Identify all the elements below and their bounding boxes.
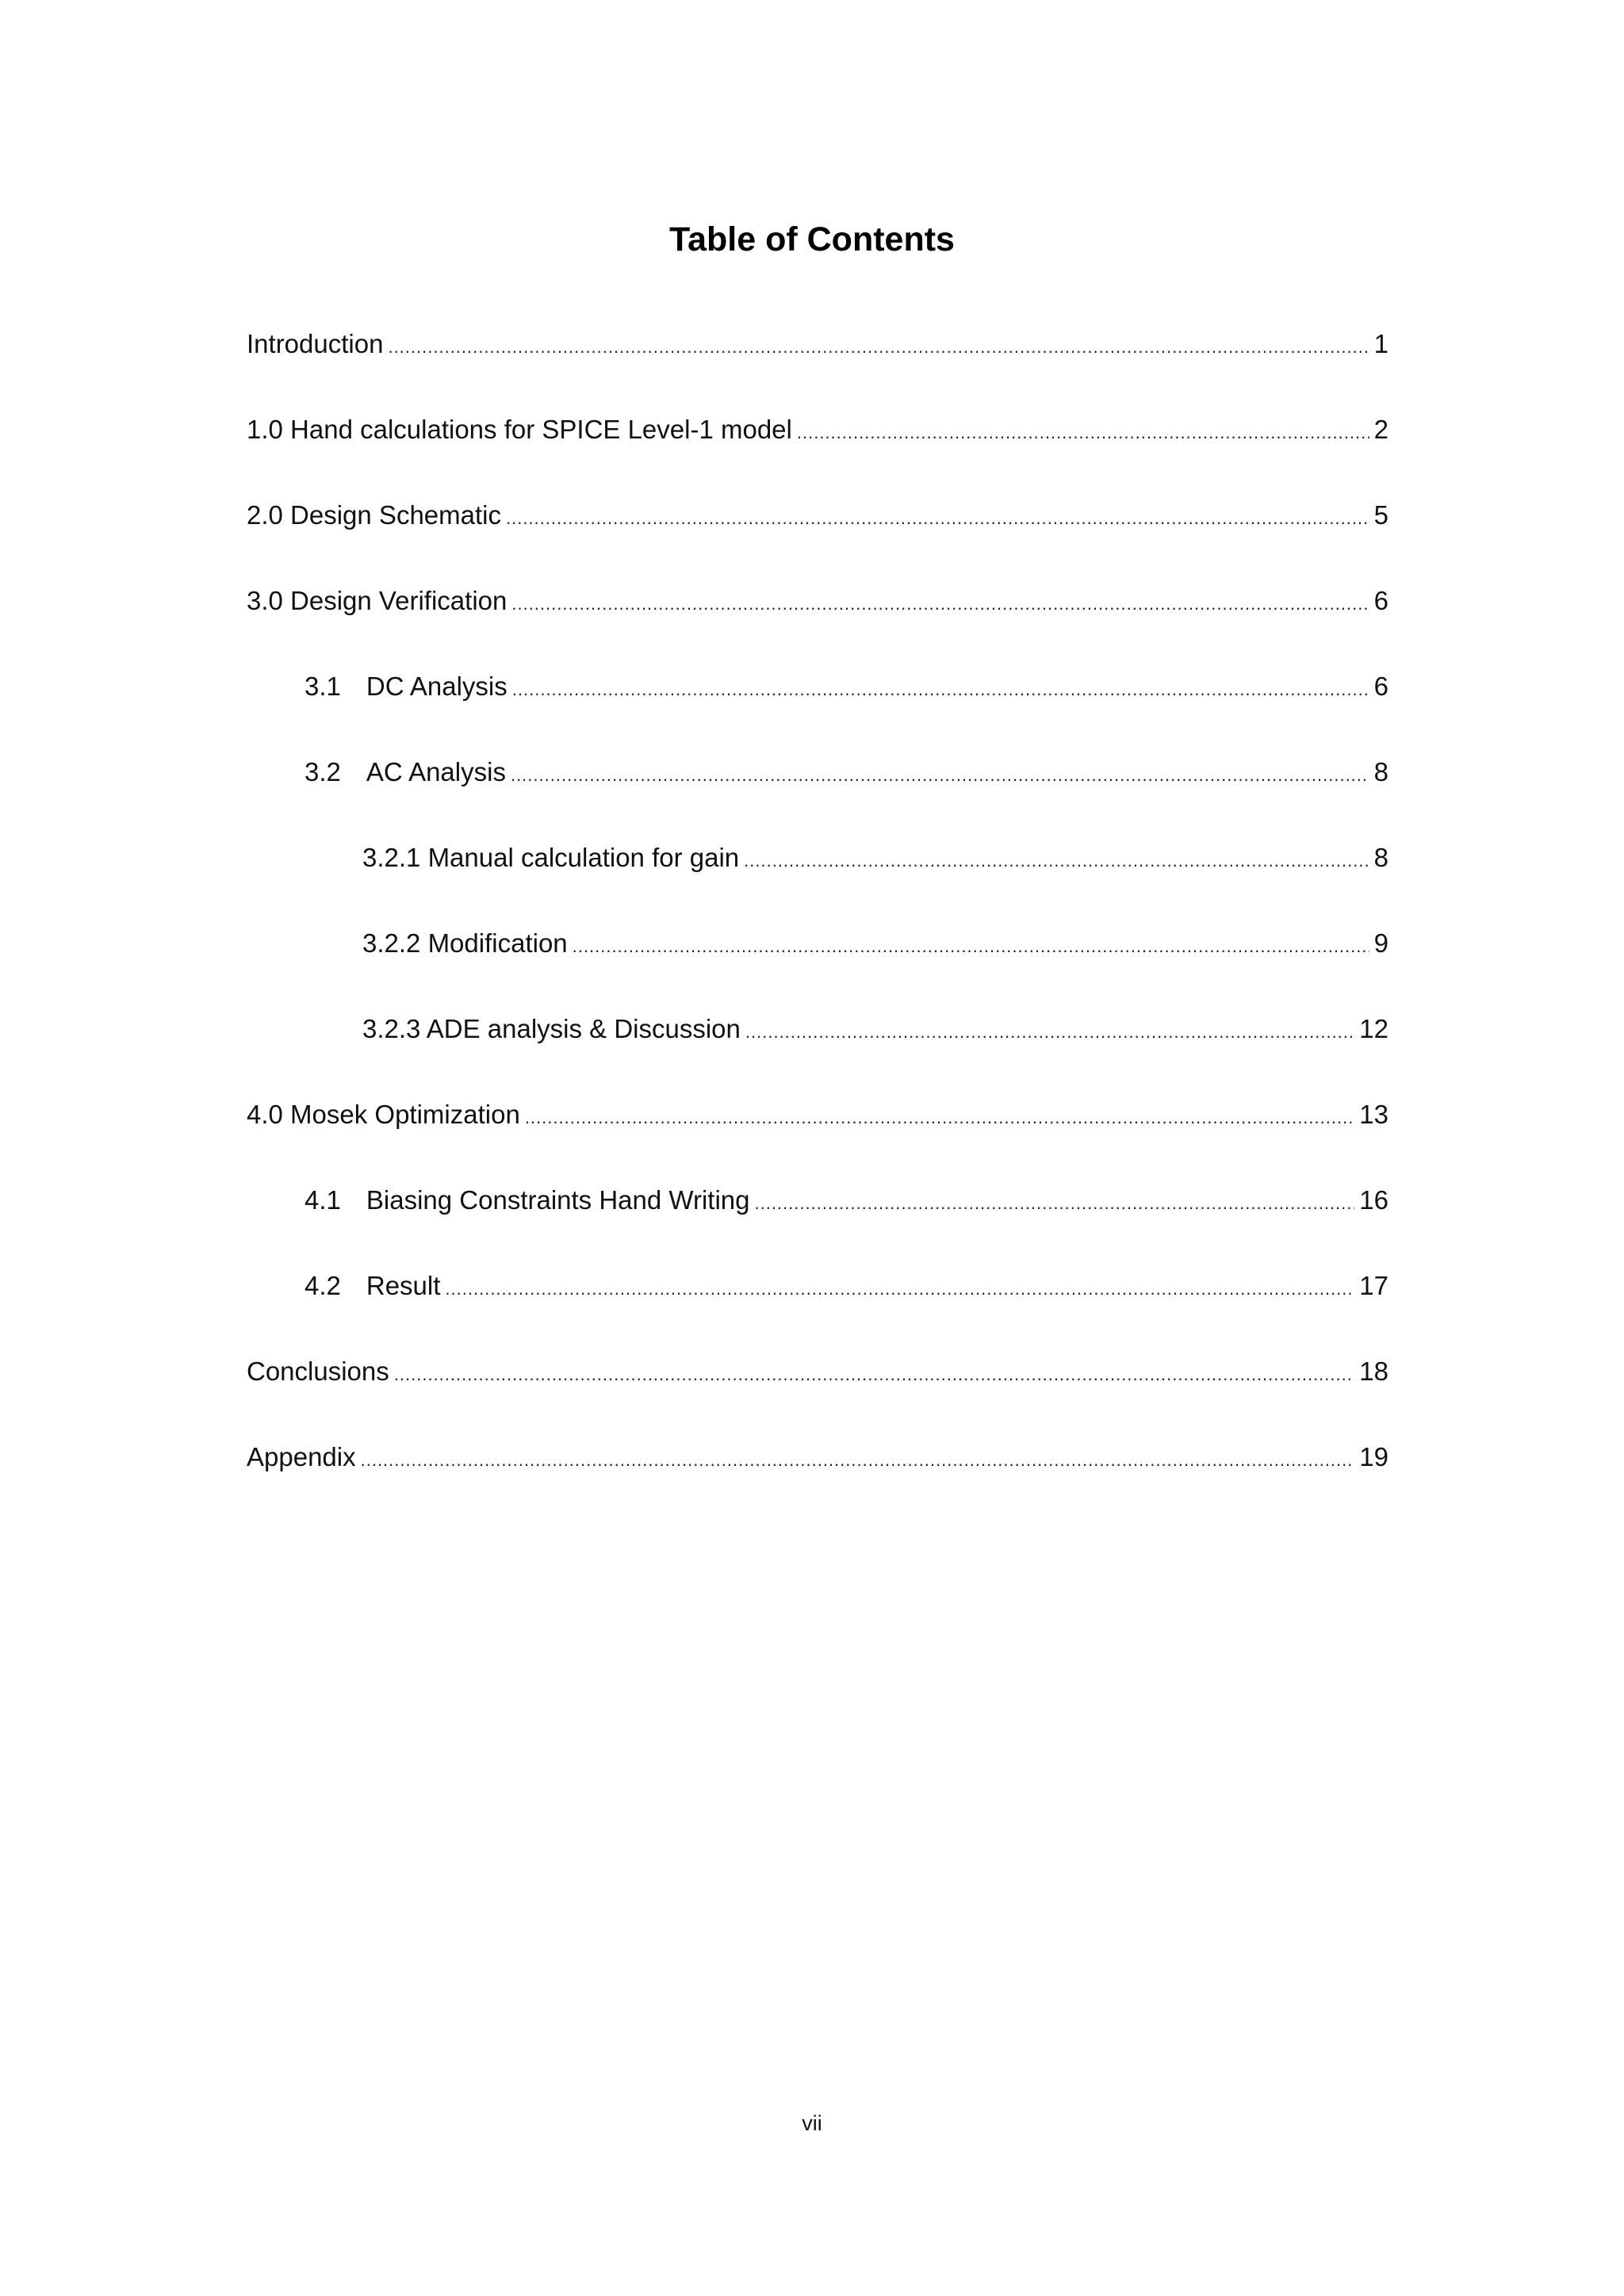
toc-entry[interactable]: [304, 1181, 1388, 1219]
toc-entry-number: 3.2: [304, 757, 341, 786]
toc-dot-leader: [506, 499, 1369, 538]
toc-dot-leader: [754, 1184, 1354, 1223]
toc-entry-page-number: 1: [1373, 329, 1388, 358]
toc-dot-leader: [388, 328, 1369, 366]
toc-entry-number: 4.2: [304, 1271, 341, 1300]
toc-entry-page-number: 6: [1373, 672, 1388, 701]
toc-entry-number: 3.1: [304, 672, 341, 701]
toc-dot-leader: [445, 1270, 1354, 1308]
toc-dot-leader: [525, 1099, 1354, 1137]
toc-entry-label: 4.0 Mosek Optimization: [247, 1100, 520, 1129]
toc-entry-label: AC Analysis: [366, 757, 506, 786]
toc-entry[interactable]: [247, 1438, 1388, 1476]
toc-dot-leader: [394, 1356, 1355, 1394]
toc-dot-leader: [512, 671, 1369, 709]
toc-entry[interactable]: [247, 325, 1388, 363]
toc-entry-label: DC Analysis: [366, 672, 508, 701]
toc-entry[interactable]: [247, 1096, 1388, 1134]
toc-entry-label: 3.2.1 Manual calculation for gain: [362, 843, 740, 872]
toc-entry-page-number: 13: [1359, 1100, 1388, 1129]
toc-entry[interactable]: [247, 411, 1388, 449]
toc-entry-label: Introduction: [247, 329, 384, 358]
toc-entry-page-number: 17: [1359, 1271, 1388, 1300]
toc-entry-label: 1.0 Hand calculations for SPICE Level-1 model: [247, 415, 792, 444]
toc-entry-page-number: 8: [1373, 757, 1388, 786]
toc-entry-label: Biasing Constraints Hand Writing: [366, 1185, 750, 1215]
toc-entry-label: Conclusions: [247, 1357, 389, 1386]
toc-entry-page-number: 5: [1373, 500, 1388, 530]
toc-entry-page-number: 9: [1373, 928, 1388, 958]
toc-entry-label: 3.0 Design Verification: [247, 586, 508, 615]
toc-entry-label: 2.0 Design Schematic: [247, 500, 501, 530]
toc-entry-page-number: 19: [1359, 1442, 1388, 1471]
toc-dot-leader: [511, 585, 1369, 623]
toc-entry[interactable]: [247, 496, 1388, 534]
toc-entry[interactable]: [362, 924, 1388, 962]
toc-dot-leader: [573, 928, 1369, 966]
toc-entry-page-number: 2: [1373, 415, 1388, 444]
toc-entry-label: 3.2.3 ADE analysis & Discussion: [362, 1014, 741, 1043]
page-number: vii: [802, 2111, 822, 2135]
toc-entry[interactable]: [362, 1010, 1388, 1048]
toc-entry[interactable]: [304, 1267, 1388, 1305]
toc-entry-page-number: 6: [1373, 586, 1388, 615]
toc-entry-page-number: 8: [1373, 843, 1388, 872]
toc-dot-leader: [361, 1441, 1355, 1479]
toc-entry-label: Result: [366, 1271, 441, 1300]
toc-dot-leader: [745, 1013, 1354, 1051]
toc-entry-label: Appendix: [247, 1442, 356, 1471]
toc-entry-label: 3.2.2 Modification: [362, 928, 568, 958]
toc-dot-leader: [744, 842, 1369, 880]
toc-dot-leader: [511, 756, 1369, 794]
toc-entry[interactable]: [247, 582, 1388, 620]
toc-entry[interactable]: [304, 753, 1388, 791]
toc-entry[interactable]: [304, 668, 1388, 706]
toc-entry[interactable]: [362, 839, 1388, 877]
toc-entry-page-number: 16: [1359, 1185, 1388, 1215]
toc-entry[interactable]: [247, 1353, 1388, 1391]
toc-entry-page-number: 18: [1359, 1357, 1388, 1386]
toc-entry-page-number: 12: [1359, 1014, 1388, 1043]
toc-dot-leader: [797, 414, 1369, 452]
toc-entry-number: 4.1: [304, 1185, 341, 1215]
page-title: Table of Contents: [669, 220, 955, 258]
